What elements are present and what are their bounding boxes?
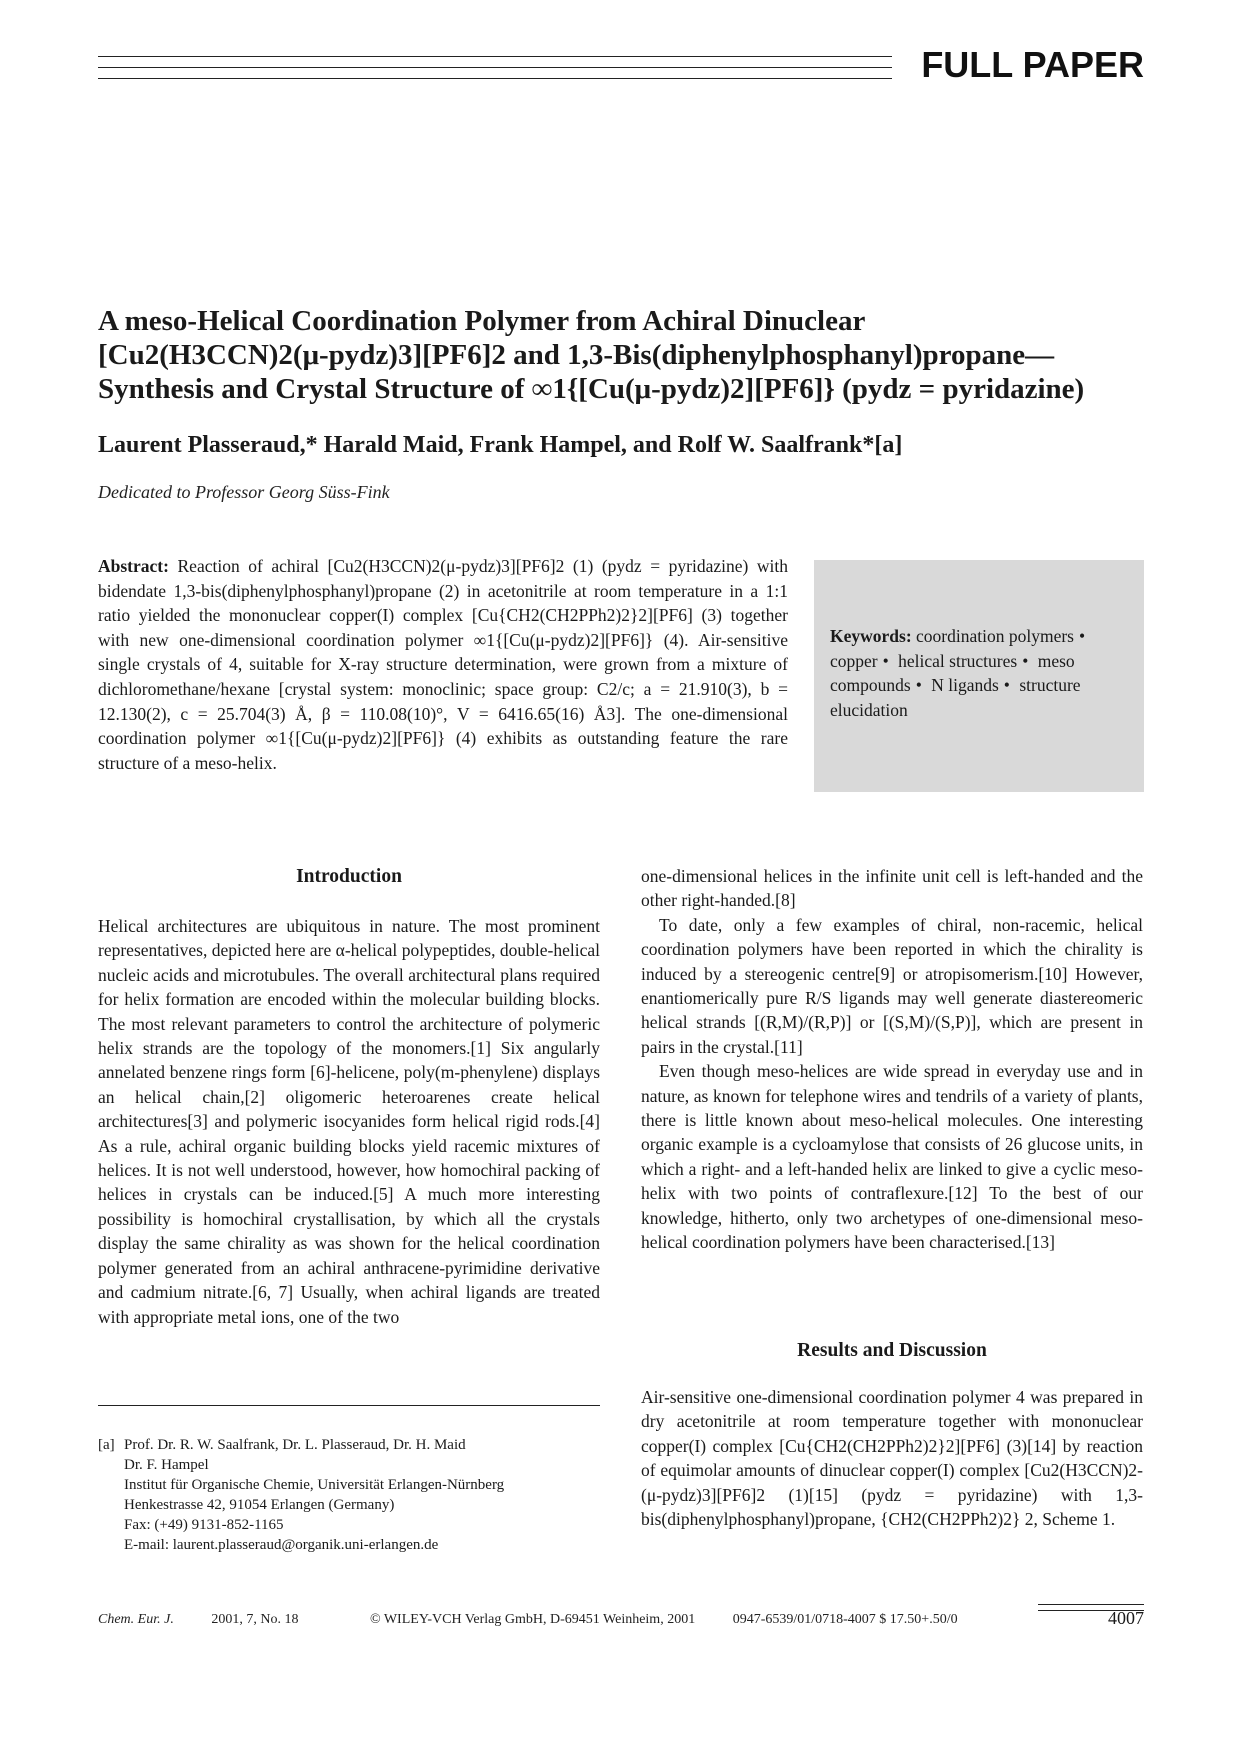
publisher-line: © WILEY-VCH Verlag GmbH, D-69451 Weinheim, 2001 [369, 1612, 696, 1627]
keyword-item: helical structures [898, 650, 1018, 671]
footnote-tag: [a] [98, 1437, 115, 1453]
keyword-separator: • [1003, 675, 1010, 696]
introduction-heading: Introduction [296, 866, 402, 887]
keyword-item: copper [830, 650, 878, 671]
results-heading: Results and Discussion [797, 1340, 987, 1361]
keyword-separator: • [882, 650, 889, 671]
abstract-text: Reaction of achiral [Cu2(H3CCN)2(μ-pydz)3][PF6]2 (1) (pydz = pyridazine) with bidendate 1,3-bis(diphenylphosphanyl)propane (2) in acetonitrile at room temperature in a 1:1 ratio yielded the mononuclear copper(I) complex [Cu{CH2(CH2PPh2)2}2][PF6] (3) together with new one-dimensional coordination polymer ∞1{[Cu(μ-pydz)2][PF6]} (4). Air-sensitive single crystals of 4, suitable for X-ray structure determination, were grown from a mixture of dichloromethane/hexane [crystal system: monoclinic; space group: C2/c; a = 21.910(3), b = 12.130(2), c = 25.704(3) Å, β = 110.08(10)°, V = 6416.65(16) Å3]. The one-dimensional coordination polymer ∞1{[Cu(μ-pydz)2][PF6]} (4) exhibits as outstanding feature the rare structure of a meso-helix. [98, 556, 788, 773]
introduction-paragraph: Even though meso-helices are wide spread in everyday use and in nature, as known for telephone wires and tendrils of a variety of plants, there is little known about meso-helical molecules. One interesting organic example is a cycloamylose that consists of 26 glucose units, in which a right- and a left-handed helix are linked to give a cyclic meso-helix with two points of contraflexure.[12] To the best of our knowledge, hitherto, only two archetypes of one-dimensional meso-helical coordination polymers have been characterised.[13] [641, 1061, 1143, 1253]
footnote-rule [98, 1405, 600, 1406]
keywords-label: Keywords: [830, 626, 912, 646]
keyword-separator: • [915, 675, 922, 696]
paper-title [98, 304, 1148, 406]
keyword-separator: • [1022, 650, 1029, 671]
issn-line: 0947-6539/01/0718-4007 $ 17.50+.50/0 [732, 1612, 958, 1627]
introduction-paragraph: Helical architectures are ubiquitous in nature. The most prominent representatives, depicted here are α-helical polypeptides, double-helical nucleic acids and microtubules. The overall architectural plans required for helix formation are encoded within the molecular building blocks. The most relevant parameters to control the architecture of polymeric helix strands are the topology of the monomers.[1] Six angularly annelated benzene rings form [6]-helicene, poly(m-phenylene) displays an helical chain,[2] oligomeric heteroarenes create helical architectures[3] and polymeric isocyanides form helical rigid rods.[4] As a rule, achiral organic building blocks yield racemic mixtures of helices. It is not well understood, however, how homochiral packing of helices in crystals can be induced.[5] A much more interesting possibility is homochiral crystallisation, by which all the crystals display the same chirality as was shown for the helical coordination polymer generated from an achiral anthracene-pyrimidine derivative and cadmium nitrate.[6, 7] Usually, when achiral ligands are treated with appropriate metal ions, one of the two [98, 916, 600, 1327]
keywords-box [814, 560, 1144, 792]
journal-name: Chem. Eur. J. [98, 1612, 174, 1627]
affiliation-footnote [98, 1435, 600, 1555]
abstract-label: Abstract: [98, 556, 169, 576]
keyword-item: coordination polymers [916, 626, 1074, 646]
keyword-separator: • [1078, 626, 1086, 646]
section-label: FULL PAPER [921, 44, 1144, 85]
introduction-paragraph-continued: one-dimensional helices in the infinite unit cell is left-handed and the other right-handed.[8] [641, 866, 1143, 911]
footnote-line: Fax: (+49) 9131-852-1165 [124, 1517, 284, 1533]
title-line-1: A meso-Helical Coordination Polymer from Achiral Dinuclear [98, 305, 866, 337]
footnote-line: Prof. Dr. R. W. Saalfrank, Dr. L. Plasseraud, Dr. H. Maid [124, 1437, 466, 1453]
page-footer [98, 1612, 992, 1628]
journal-citation: 2001, 7, No. 18 [211, 1612, 299, 1627]
keyword-item: N ligands [931, 675, 999, 696]
abstract [98, 554, 788, 775]
results-column [641, 1385, 1143, 1531]
introduction-column-right [641, 864, 1143, 1255]
title-line-2: [Cu2(H3CCN)2(μ-pydz)3][PF6]2 and 1,3-Bis(diphenylphosphanyl)propane— [98, 339, 1055, 371]
header-rule [98, 56, 892, 82]
page-number: 4007 [1108, 1608, 1144, 1628]
results-paragraph: Air-sensitive one-dimensional coordination polymer 4 was prepared in dry acetonitrile at room temperature together with mononuclear copper(I) complex [Cu{CH2(CH2PPh2)2}2][PF6] (3)[14] by reaction of equimolar amounts of dinuclear copper(I) complex [Cu2(H3CCN)2-(μ-pydz)3][PF6]2 (1)[15] (pydz = pyridazine) with 1,3-bis(diphenylphosphanyl)propane, {CH2(CH2PPh2)2} 2, Scheme 1. [641, 1387, 1143, 1530]
keyword-item: structure elucidation [830, 675, 1081, 720]
introduction-column-left [98, 914, 600, 1329]
keyword-item: meso compounds [830, 650, 1075, 696]
dedication: Dedicated to Professor Georg Süss-Fink [98, 482, 390, 502]
keywords-list [830, 624, 1130, 722]
footnote-line: Henkestrasse 42, 91054 Erlangen (Germany) [124, 1497, 395, 1513]
title-line-3: Synthesis and Crystal Structure of ∞1{[Cu(μ-pydz)2][PF6]} (pydz = pyridazine) [98, 373, 1085, 405]
footnote-line: Institut für Organische Chemie, Universität Erlangen-Nürnberg [124, 1477, 505, 1493]
footnote-line: Dr. F. Hampel [124, 1457, 209, 1473]
author-list: Laurent Plasseraud,* Harald Maid, Frank Hampel, and Rolf W. Saalfrank*[a] [98, 432, 903, 458]
footnote-line: E-mail: laurent.plasseraud@organik.uni-erlangen.de [124, 1537, 439, 1553]
introduction-paragraph: To date, only a few examples of chiral, non-racemic, helical coordination polymers have been reported in which the chirality is induced by a stereogenic centre[9] or atropisomerism.[10] However, enantiomerically pure R/S ligands may well generate diastereomeric helical strands [(R,M)/(R,P)] or [(S,M)/(S,P)], which are present in pairs in the crystal.[11] [641, 914, 1143, 1057]
